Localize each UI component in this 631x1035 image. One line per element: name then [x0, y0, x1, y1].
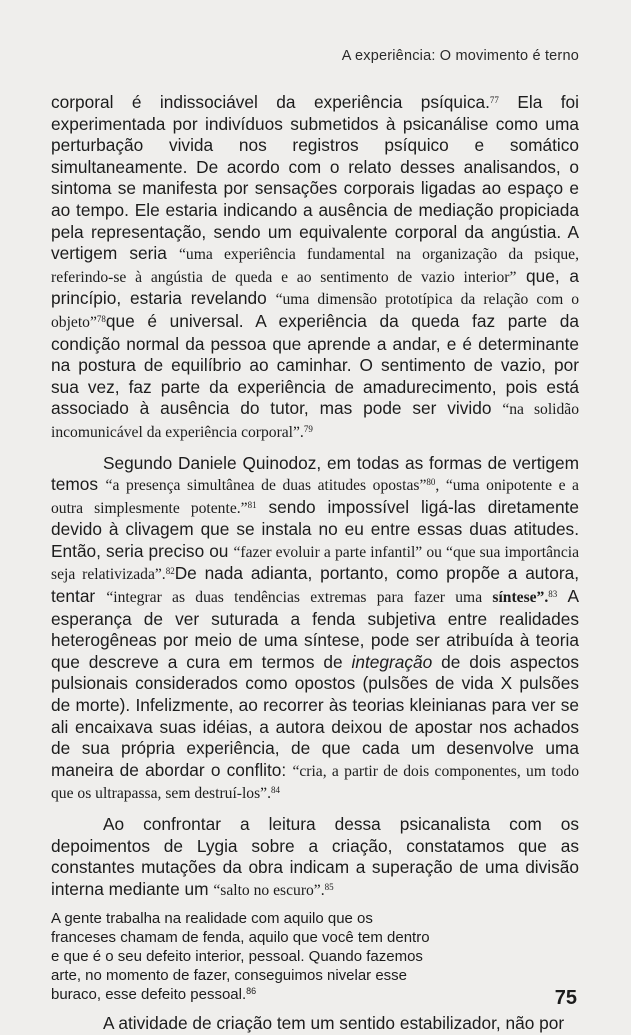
block-quote-text: A gente trabalha na realidade com aquilo que os franceses chamam de fenda, aquilo que você tem dentro e que é o seu defeito interior, pessoal. Quando fazemos arte, no momento de fazer, conseguimos nivelar esse buraco, esse defeito pessoal.: [51, 910, 430, 1003]
footnote-ref: 79: [303, 423, 313, 434]
page-number: 75: [554, 987, 577, 1009]
footnote-ref: 77: [489, 95, 499, 105]
quotation-bold: síntese”.: [492, 589, 549, 607]
footnote-ref: 85: [324, 881, 334, 892]
text-run: que é universal. A experiência da queda faz parte da condição normal da pessoa que aprende a andar, e é determinante na postura de equilíbrio ao caminhar. O sentimento de vazio, por sua vez, faz parte da experiência de amadurecimento, pois está associado à ausência do tutor, mas pode ser vivido: [51, 310, 579, 419]
footnote-ref: 82: [165, 566, 175, 577]
footnote-ref: 86: [246, 985, 257, 996]
quotation: , “uma onipotente e a outra simplesmente potente.”: [51, 477, 579, 517]
text-run: Ela foi experimentada por indivíduos submetidos à psicanálise como uma perturbação vivida nos registros psíquico e somático simultaneamente. De acordo com o relato desses analisandos, o sintoma se manifesta por sensações corporais ligadas ao espaço e ao tempo. Ele estaria indicando a ausência de mediação propiciada pela representação, sendo um equivalente corporal da angústia. A vertigem seria: [51, 92, 579, 264]
text-run: A esperança de ver suturada a fenda subjetiva entre realidades heterogêneas por meio de uma síntese, pode ser atribuída à teoria que descreve a cura em termos de: [51, 586, 579, 672]
footnote-ref: 80: [426, 477, 436, 488]
quotation: “uma experiência fundamental na organização da psique, referindo-se à angústia de queda e ao sentimento de vazio interior”: [51, 246, 579, 286]
text-run: Ao confrontar a leitura dessa psicanalista com os depoimentos de Lygia sobre a criação, constatamos que as constantes mutações da obra indicam a superação de uma divisão interna mediante um: [51, 814, 579, 899]
paragraph-3: [51, 814, 579, 901]
quotation: “na solidão incomunicável da experiência corporal”.: [51, 401, 579, 441]
block-quote: [51, 910, 431, 1004]
paragraph-1: [51, 92, 579, 444]
quotation: “salto no escuro”.: [213, 881, 325, 899]
footnote-ref: 83: [548, 589, 558, 600]
quotation: “uma dimensão prototípica da relação com o objeto”: [51, 291, 579, 331]
footnote-ref: 81: [247, 499, 257, 510]
running-title: A experiência: O movimento é terno: [341, 48, 579, 64]
text-run: que, a princípio, estaria revelando: [51, 265, 579, 309]
text-run: A atividade de criação tem um sentido estabilizador, não por: [103, 1013, 565, 1034]
footnote-ref: 78: [96, 313, 106, 324]
emphasis: integração: [351, 651, 433, 672]
text-run: de dois aspectos pulsionais considerados como opostos (pulsões de vida X pulsões de morte). Infelizmente, ao recorrer às teorias kleinianas para ver se ali encaixava suas idéias, a autora deixou de apostar nos achados de sua própria experiência, de que cada um desenvolve uma maneira de abordar o conflito:: [51, 651, 579, 780]
body-text: [51, 92, 579, 1035]
paragraph-4: [51, 1013, 579, 1035]
quotation: “cria, a partir de dois componentes, um todo que os ultrapassa, sem destruí-los”.: [51, 762, 579, 803]
quotation: “integrar as duas tendências extremas para fazer uma: [106, 589, 493, 607]
text-run: Segundo Daniele Quinodoz, em todas as formas de vertigem temos: [51, 452, 579, 495]
quotation: “a presença simultânea de duas atitudes opostas”: [105, 477, 427, 495]
text-run: corporal é indissociável da experiência psíquica.: [51, 92, 490, 112]
text-run: De nada adianta, portanto, como propõe a autora, tentar: [51, 563, 579, 607]
paragraph-2: [51, 453, 579, 806]
text-run: sendo impossível ligá-las diretamente devido à clivagem que se instala no eu entre essas duas atitudes. Então, seria preciso ou: [51, 496, 579, 561]
footnote-ref: 84: [271, 785, 280, 796]
quotation: “fazer evoluir a parte infantil” ou “que sua importância seja relativizada”.: [51, 543, 579, 584]
